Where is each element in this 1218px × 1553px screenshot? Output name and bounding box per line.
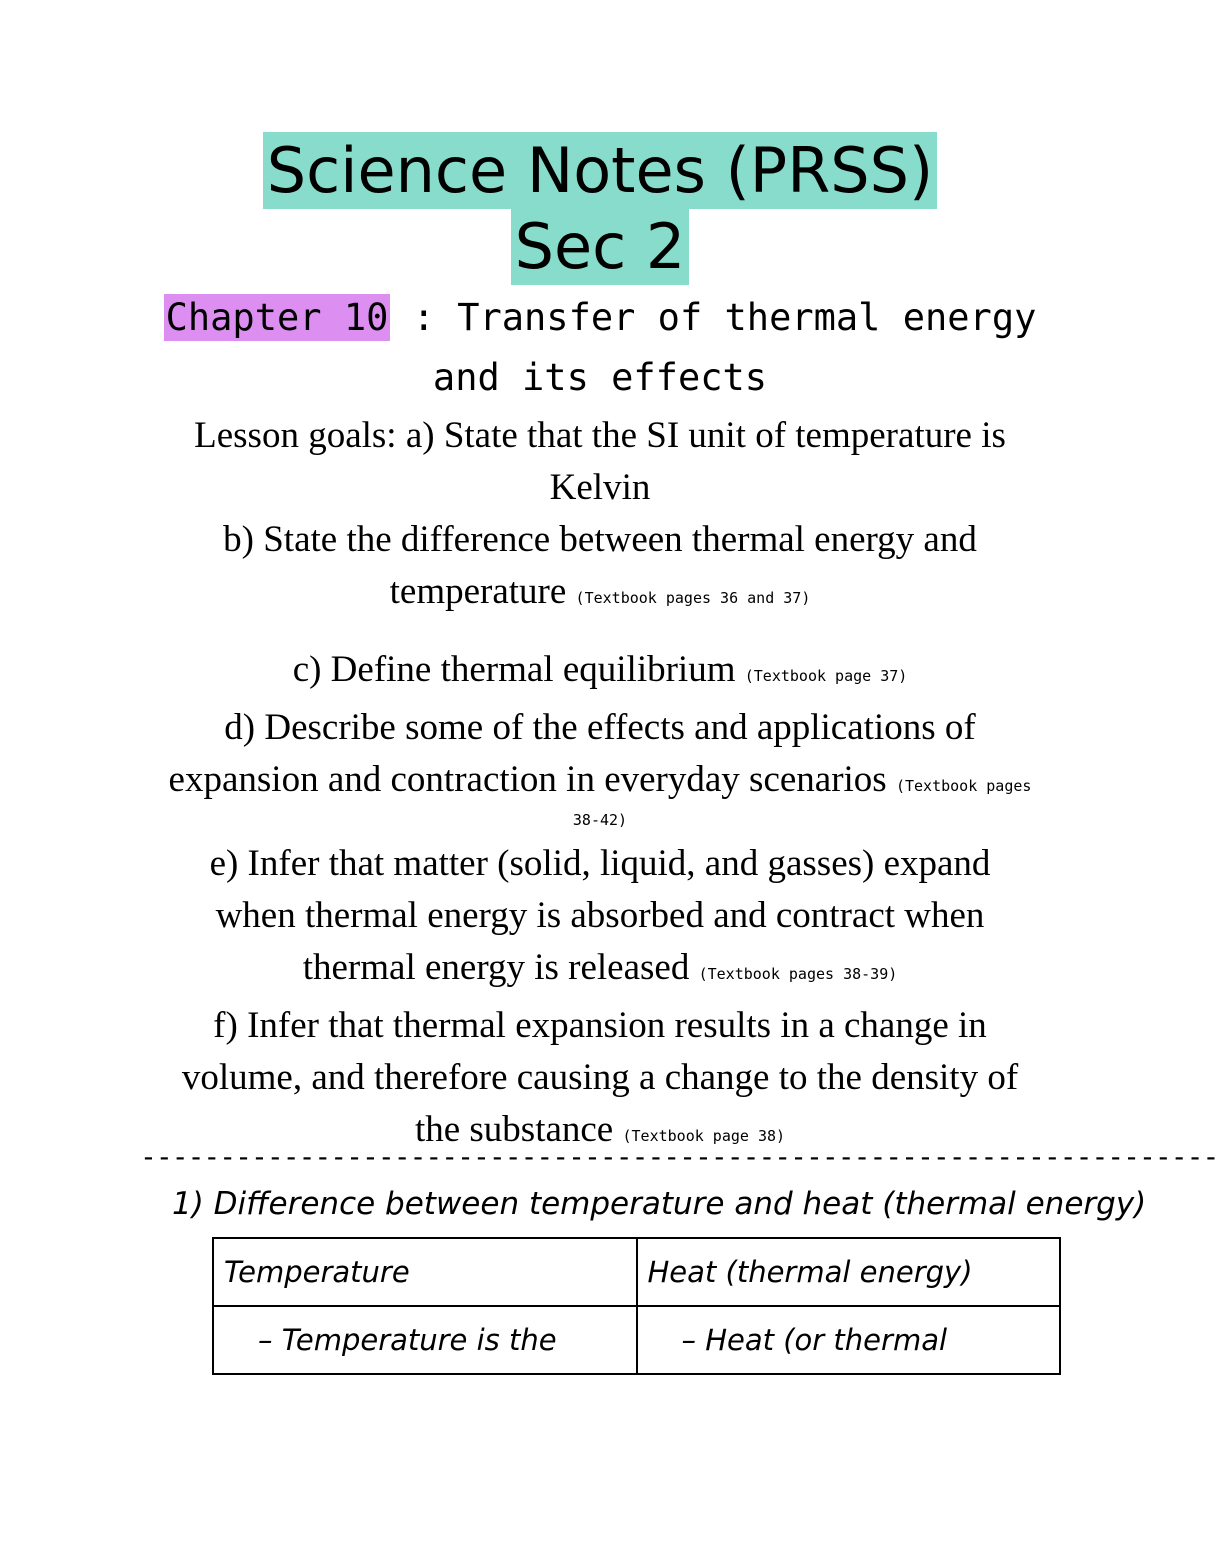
goal-f-line-1: f) Infer that thermal expansion results in a change in — [213, 1005, 987, 1046]
goal-f-text: the substance — [414, 1109, 614, 1150]
table-header-row — [213, 1238, 1060, 1306]
table-row — [213, 1306, 1060, 1374]
comparison-table — [212, 1237, 1061, 1375]
goal-d-text: expansion and contraction in everyday scenarios — [168, 759, 887, 800]
chapter-heading-line-2 — [0, 356, 1200, 399]
lesson-goals — [130, 410, 1070, 1162]
goal-f-line-2: volume, and therefore causing a change to the density of — [181, 1057, 1019, 1098]
subtitle-highlight: Sec 2 — [511, 208, 690, 285]
goal-b-reference: (Textbook pages 36 and 37) — [575, 589, 811, 607]
goal-d-line-1: d) Describe some of the effects and applications of — [224, 707, 976, 748]
goal-a-line-2: Kelvin — [549, 467, 651, 508]
chapter-title-part-1: : Transfer of thermal energy — [390, 296, 1037, 339]
table-header-heat: Heat (thermal energy) — [637, 1238, 1061, 1306]
goal-e-line-1: e) Infer that matter (solid, liquid, and gasses) expand — [209, 843, 991, 884]
title-line-1 — [0, 134, 1200, 207]
goal-e-text: thermal energy is released — [302, 947, 690, 988]
title-line-2 — [0, 210, 1200, 283]
goal-c — [130, 644, 1070, 702]
goal-f-reference: (Textbook page 38) — [622, 1127, 786, 1145]
goal-c-reference: (Textbook page 37) — [744, 667, 908, 685]
goal-d-reference-1: (Textbook pages — [895, 777, 1032, 795]
table-header-temperature: Temperature — [213, 1238, 637, 1306]
goal-b-text: temperature — [389, 571, 567, 612]
table-cell-temperature: – Temperature is the — [213, 1306, 637, 1374]
goal-e-line-2: when thermal energy is absorbed and contract when — [215, 895, 985, 936]
goal-e-reference: (Textbook pages 38-39) — [698, 965, 898, 983]
goal-e-line-3 — [130, 942, 1070, 1000]
section-1-heading: 1) Difference between temperature and heat (thermal energy) — [172, 1186, 1147, 1222]
title-highlight: Science Notes (PRSS) — [263, 132, 937, 209]
chapter-label: Chapter 10 — [165, 296, 389, 339]
goal-d-reference-2: 38-42) — [572, 811, 628, 829]
goal-b-line-1: b) State the difference between thermal energy and — [223, 519, 977, 560]
chapter-title-part-2: and its effects — [432, 356, 768, 399]
section-divider: -------------------------------------------------------------------- — [140, 1140, 1218, 1173]
chapter-heading-line-1 — [0, 296, 1200, 339]
goal-a-line-1: Lesson goals: a) State that the SI unit of temperature is — [194, 415, 1006, 456]
table-cell-heat: – Heat (or thermal — [637, 1306, 1061, 1374]
goal-c-text: c) Define thermal equilibrium — [292, 649, 736, 690]
goal-b-line-2 — [130, 566, 1070, 624]
